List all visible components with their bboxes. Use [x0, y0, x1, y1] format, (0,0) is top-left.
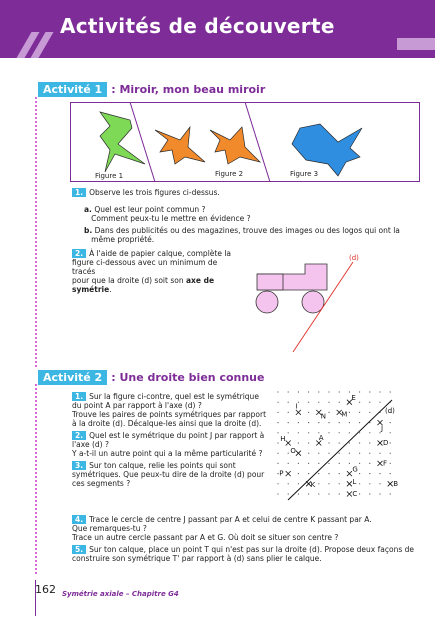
grid-dot: [359, 391, 360, 392]
grid-dot: [339, 442, 340, 443]
point-cross: [286, 471, 291, 476]
grid-dot: [369, 391, 370, 392]
point-cross: [388, 481, 393, 486]
grid-dot: [308, 453, 309, 454]
grid-dot: [288, 432, 289, 433]
grid-dot: [308, 412, 309, 413]
grid-dot: [359, 493, 360, 494]
grid-dot: [379, 391, 380, 392]
grid-dot: [339, 432, 340, 433]
grid-dot: [298, 483, 299, 484]
grid-dot: [328, 463, 329, 464]
chapter-label: Symétrie axiale – Chapitre G4: [62, 590, 179, 598]
grid-dot: [318, 493, 319, 494]
activity2-title: [38, 371, 264, 384]
grid-dot: [390, 442, 391, 443]
grid-dot: [339, 422, 340, 423]
a1-q1-text: Observe les trois figures ci-dessus.: [89, 188, 220, 197]
grid-dot: [308, 432, 309, 433]
point-grid: [272, 386, 402, 506]
grid-dot: [369, 483, 370, 484]
grid-dot: [328, 493, 329, 494]
a1-q2-bold2: symétrie: [72, 285, 110, 294]
point-label: K: [310, 480, 316, 489]
point-label: E: [351, 394, 356, 403]
activity1-badge: Activité 1: [38, 82, 107, 97]
a2-q5-num: 5.: [72, 545, 86, 554]
a1-qa-line2: Comment peux-tu le mettre en évidence ?: [91, 214, 251, 223]
grid-dot: [390, 493, 391, 494]
a1-qb-line2: même propriété.: [91, 235, 155, 244]
grid-dot: [339, 493, 340, 494]
grid-dot: [339, 473, 340, 474]
grid-dot: [288, 493, 289, 494]
grid-dot: [328, 473, 329, 474]
a1-q2-line3: pour que la droite (d) soit son: [72, 276, 184, 285]
grid-dot: [277, 483, 278, 484]
grid-dot: [339, 391, 340, 392]
grid-dot: [390, 391, 391, 392]
a2-q1-line4: à la droite (d). Décalque-les ainsi que la droite (d).: [72, 419, 262, 428]
grid-dot: [298, 493, 299, 494]
grid-dot: [288, 422, 289, 423]
a2-q3-line3: ces segments ?: [72, 479, 131, 488]
grid-dot: [277, 453, 278, 454]
point-cross: [347, 471, 352, 476]
grid-dot: [298, 442, 299, 443]
grid-dot: [339, 463, 340, 464]
point-label: B: [393, 479, 399, 488]
header-tab: [397, 38, 435, 50]
grid-dot: [349, 422, 350, 423]
point-cross: [378, 441, 383, 446]
grid-dot: [308, 391, 309, 392]
point-cross: [378, 461, 383, 466]
a1-qa-line1: Quel est leur point commun ?: [94, 205, 206, 214]
grid-dot: [328, 422, 329, 423]
a2-q1-line1: Sur la figure ci-contre, quel est le symétrique: [89, 392, 259, 401]
a2-q3-line2: symétriques. Que peux-tu dire de la droite (d) pour: [72, 470, 265, 479]
grid-dot: [318, 483, 319, 484]
a2-q4-line3: Trace un autre cercle passant par A et G. Où doit se situer son centre ?: [72, 533, 339, 542]
grid-dot: [318, 473, 319, 474]
grid-dot: [277, 463, 278, 464]
grid-dot: [369, 442, 370, 443]
a2-q1-num: 1.: [72, 392, 86, 401]
a2-q2-line2: l'axe (d) ?: [72, 440, 109, 449]
point-label: O: [290, 447, 296, 456]
grid-dot: [359, 412, 360, 413]
grid-dot: [288, 453, 289, 454]
figure2-label: Figure 2: [215, 170, 244, 178]
a2-q5-line1: Sur ton calque, place un point T qui n'est pas sur la droite (d). Propose deux façons de: [89, 545, 414, 554]
train-figure: [245, 250, 365, 352]
grid-dot: [308, 442, 309, 443]
margin-dots: [35, 97, 37, 367]
grid-dot: [328, 402, 329, 403]
grid-dot: [328, 442, 329, 443]
grid-dot: [318, 422, 319, 423]
grid-dot: [328, 453, 329, 454]
grid-dot: [298, 463, 299, 464]
grid-dot: [318, 402, 319, 403]
grid-dot: [318, 453, 319, 454]
a1-q2-line2: figure ci-dessous avec un minimum de tracés: [72, 258, 218, 276]
grid-dot: [359, 453, 360, 454]
a2-q4-line1: Trace le cercle de centre J passant par A et celui de centre K passant par A.: [89, 515, 372, 524]
grid-dot: [288, 483, 289, 484]
point-label: P: [279, 469, 284, 478]
grid-dot: [288, 402, 289, 403]
figure1-label: Figure 1: [95, 172, 124, 180]
grid-dot: [369, 432, 370, 433]
page-number: 162: [35, 583, 56, 596]
grid-dot: [379, 483, 380, 484]
a1-q2-end: .: [109, 285, 112, 294]
grid-dot: [277, 391, 278, 392]
grid-dot: [298, 391, 299, 392]
grid-dot: [308, 473, 309, 474]
grid-dot: [369, 473, 370, 474]
a1-q2-num: 2.: [72, 249, 86, 258]
grid-dot: [277, 493, 278, 494]
a1-qa-letter: a.: [84, 205, 92, 214]
grid-dot: [359, 422, 360, 423]
axis-d: [288, 400, 392, 500]
grid-dot: [390, 432, 391, 433]
grid-dot: [308, 493, 309, 494]
point-label: D: [383, 439, 389, 447]
grid-dot: [339, 402, 340, 403]
grid-dot: [390, 473, 391, 474]
a2-q1-line3: Trouve les paires de points symétriques par rapport: [72, 410, 267, 419]
grid-dot: [277, 402, 278, 403]
point-label: C: [352, 490, 358, 498]
grid-dot: [308, 402, 309, 403]
a1-q2-line1: À l'aide de papier calque, complète la: [89, 249, 232, 258]
a2-q4-num: 4.: [72, 515, 86, 524]
grid-dot: [288, 391, 289, 392]
point-cross: [286, 441, 291, 446]
grid-dot: [390, 422, 391, 423]
a1-q2: [72, 249, 237, 294]
margin-dots: [35, 384, 37, 574]
grid-dot: [298, 432, 299, 433]
point-cross: [347, 481, 352, 486]
grid-dot: [349, 463, 350, 464]
point-cross: [296, 451, 301, 456]
grid-dot: [298, 473, 299, 474]
a2-q3-line1: Sur ton calque, relie les points qui sont: [89, 461, 236, 470]
grid-dot: [390, 463, 391, 464]
grid-dot: [369, 463, 370, 464]
a2-q5-line2: construire son symétrique T' par rapport à (d) sans plier le calque.: [72, 554, 322, 563]
point-label: I: [295, 402, 298, 411]
a1-qb-line1: Dans des publicités ou des magazines, trouve des images ou des logos qui ont la: [94, 226, 400, 235]
grid-dot: [379, 493, 380, 494]
a1-qb-letter: b.: [84, 226, 93, 235]
page-header: [0, 0, 435, 58]
a1-qb: [84, 226, 400, 244]
a2-q4: [72, 515, 372, 542]
a1-q1: [72, 188, 220, 197]
grid-dot: [318, 463, 319, 464]
grid-dot: [369, 493, 370, 494]
grid-dot: [328, 432, 329, 433]
point-cross: [296, 410, 301, 415]
a2-q1-line2: du point A par rapport à l'axe (d) ?: [72, 401, 202, 410]
grid-dot: [349, 432, 350, 433]
grid-dot: [308, 463, 309, 464]
grid-dot: [390, 453, 391, 454]
grid-dot: [328, 391, 329, 392]
activity2-badge: Activité 2: [38, 370, 107, 385]
grid-dot: [359, 432, 360, 433]
grid-dot: [277, 412, 278, 413]
grid-dot: [349, 412, 350, 413]
grid-dot: [298, 402, 299, 403]
activity1-heading: : Miroir, mon beau miroir: [111, 83, 266, 96]
point-label: F: [383, 459, 388, 468]
a1-q1-num: 1.: [72, 188, 86, 197]
point-label: J: [381, 424, 384, 433]
point-label: L: [352, 477, 357, 486]
grid-dot: [369, 402, 370, 403]
a2-q1: [72, 392, 267, 428]
figures-box: [70, 102, 420, 182]
grid-dot: [359, 483, 360, 484]
a2-q3-num: 3.: [72, 461, 86, 470]
grid-dot: [288, 463, 289, 464]
a1-qa: [84, 205, 251, 223]
grid-dot: [349, 453, 350, 454]
grid-dot: [349, 442, 350, 443]
point-cross: [347, 492, 352, 497]
page-title: Activités de découverte: [60, 14, 335, 38]
grid-dot: [328, 483, 329, 484]
figure3-label: Figure 3: [290, 170, 319, 178]
grid-dot: [369, 412, 370, 413]
grid-dot: [379, 473, 380, 474]
activity1-title: [38, 83, 265, 96]
grid-dot: [359, 442, 360, 443]
a1-q2-bold1: axe de: [185, 276, 215, 285]
grid-dot: [308, 422, 309, 423]
grid-dot: [277, 442, 278, 443]
a2-q3: [72, 461, 267, 488]
grid-dot: [349, 391, 350, 392]
grid-dot: [318, 391, 319, 392]
d-label: (d): [349, 254, 359, 262]
grid-dot: [339, 483, 340, 484]
grid-dot: [288, 412, 289, 413]
a2-q4-line2: Que remarques-tu ?: [72, 524, 147, 533]
grid-dot: [369, 453, 370, 454]
grid-dot: [298, 422, 299, 423]
grid-dot: [277, 422, 278, 423]
point-label: M: [341, 410, 348, 419]
a2-q2: [72, 431, 267, 458]
grid-dot: [379, 402, 380, 403]
point-label: A: [318, 434, 324, 442]
a2-q5: [72, 545, 414, 563]
grid-dot: [277, 432, 278, 433]
axis-d-label: (d): [385, 407, 395, 415]
grid-dot: [359, 402, 360, 403]
a2-q2-line3: Y a-t-il un autre point qui a la même particularité ?: [72, 449, 263, 458]
a2-q2-line1: Quel est le symétrique du point J par rapport à: [89, 431, 265, 440]
point-label: N: [320, 412, 327, 421]
activity2-heading: : Une droite bien connue: [111, 371, 265, 384]
point-label: H: [280, 435, 286, 443]
grid-dot: [359, 473, 360, 474]
a2-q2-num: 2.: [72, 431, 86, 440]
grid-dot: [379, 453, 380, 454]
grid-dot: [328, 412, 329, 413]
grid-dot: [359, 463, 360, 464]
grid-dot: [339, 453, 340, 454]
point-label: G: [352, 465, 358, 474]
